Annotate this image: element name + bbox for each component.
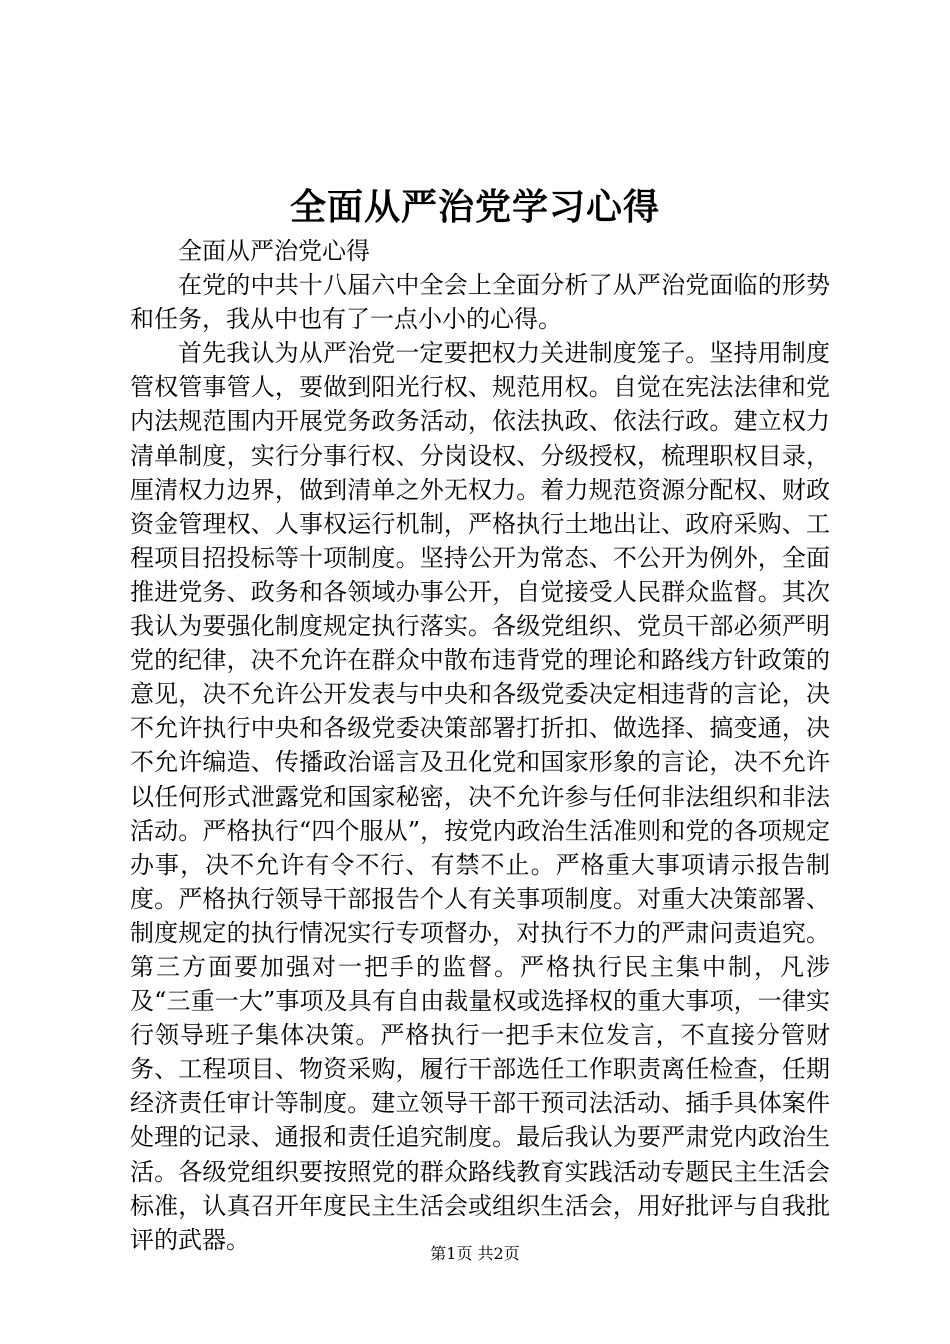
paragraph-intro: 在党的中共十八届六中全会上全面分析了从严治党面临的形势和任务，我从中也有了一点小小的心得。 [130,271,830,334]
document-title: 全面从严治党学习心得 [289,186,660,228]
paragraph-heading: 全面从严治党心得 [178,237,370,265]
document-body [130,234,830,1257]
page-footer: 第1页 共2页 [430,1244,520,1263]
paragraph-main: 首先我认为从严治党一定要把权力关进制度笼子。坚持用制度管权管事管人，要做到阳光行权、规范用权。自觉在宪法法律和党内法规范围内开展党务政务活动，依法执政、依法行政。建立权力清单制度，实行分事行权、分岗设权、分级授权，梳理职权目录，厘清权力边界，做到清单之外无权力。着力规范资源分配权、财政资金管理权、人事权运行机制，严格执行土地出让、政府采购、工程项目招投标等十项制度。坚持公开为常态、不公开为例外，全面推进党务、政务和各领域办事公开，自觉接受人民群众监督。其次我认为要强化制度规定执行落实。各级党组织、党员干部必须严明党的纪律，决不允许在群众中散布违背党的理论和路线方针政策的意见，决不允许公开发表与中央和各级党委决定相违背的言论，决不允许执行中央和各级党委决策部署打折扣、做选择、搞变通，决不允许编造、传播政治谣言及丑化党和国家形象的言论，决不允许以任何形式泄露党和国家秘密，决不允许参与任何非法组织和非法活动。严格执行“四个服从”，按党内政治生活准则和党的各项规定办事，决不允许有令不行、有禁不止。严格重大事项请示报告制度。严格执行领导干部报告个人有关事项制度。对重大决策部署、制度规定的执行情况实行专项督办，对执行不力的严肃问责追究。第三方面要加强对一把手的监督。严格执行民主集中制，凡涉及“三重一大”事项及具有自由裁量权或选择权的重大事项，一律实行领导班子集体决策。严格执行一把手末位发言，不直接分管财务、工程项目、物资采购，履行干部选任工作职责离任检查，任期经济责任审计等制度。建立领导干部干预司法活动、插手具体案件处理的记录、通报和责任追究制度。最后我认为要严肃党内政治生活。各级党组织要按照党的群众路线教育实践活动专题民主生活会标准，认真召开年度民主生活会或组织生活会，用好批评与自我批评的武器。 [130,339,830,1254]
